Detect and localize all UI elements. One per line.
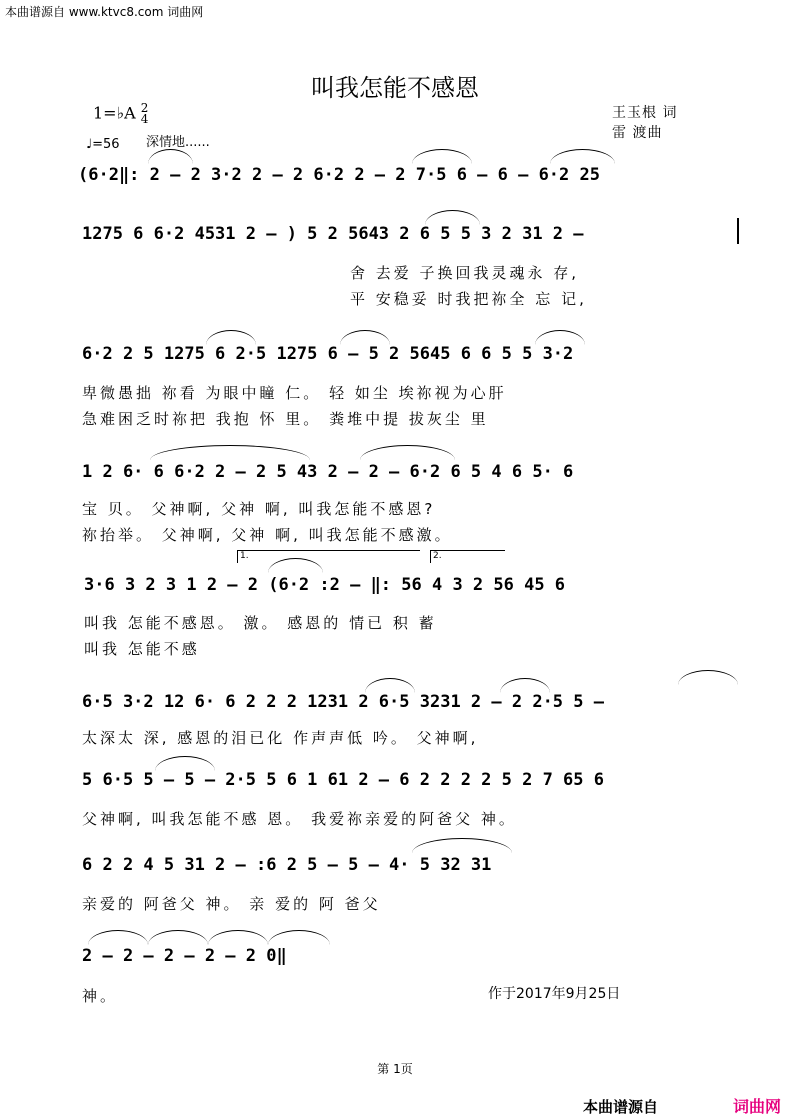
- time-signature: [141, 103, 149, 125]
- slur: [148, 930, 208, 945]
- expression-mark: 深情地......: [146, 135, 210, 150]
- lyric-row-2-verse-1: 舍 去爱 子换回我灵魂永 存,: [350, 264, 580, 282]
- lyric-row-4-verse-1: 宝 贝。 父神啊, 父神 啊, 叫我怎能不感恩?: [82, 500, 436, 518]
- slur: [208, 930, 268, 945]
- slur: [206, 330, 256, 345]
- site-logo: 词曲网: [733, 1097, 782, 1116]
- composition-date: 作于2017年9月25日: [488, 986, 621, 1002]
- volta-second-ending: 2.: [430, 550, 505, 563]
- composer-credit: 雷 渡曲: [612, 125, 663, 141]
- notation-row-7: 5 6·5 5 – 5 – 2·5 5 6 1 61 2 – 6 2 2 2 2 5 2 7 65 6: [82, 770, 604, 790]
- lyric-row-7: 父神啊, 叫我怎能不感 恩。 我爱祢亲爱的阿爸父 神。: [82, 810, 517, 828]
- lyric-row-9: 神。: [82, 987, 119, 1005]
- slur: [550, 149, 615, 164]
- page-number: 第 1页: [377, 1062, 413, 1076]
- bar-line: [737, 218, 739, 244]
- key-signature: [93, 103, 148, 125]
- notation-row-1: (6·2‖: 2 – 2 3·2 2 – 2 6·2 2 – 2 7·5 6 – 6 – 6·2 25: [78, 165, 600, 185]
- song-title: 叫我怎能不感恩: [311, 74, 479, 102]
- tempo-mark: ♩=56: [86, 137, 120, 152]
- slur: [148, 149, 193, 164]
- source-header: 本曲谱源自 www.ktvc8.com 词曲网: [5, 5, 204, 19]
- footer-source: 本曲谱源自: [583, 1098, 659, 1116]
- slur: [155, 756, 215, 771]
- lyric-row-6: 太深太 深, 感恩的泪已化 作声声低 吟。 父神啊,: [82, 729, 479, 747]
- lyric-row-3-verse-1: 卑微愚拙 祢看 为眼中瞳 仁。 轻 如尘 埃祢视为心肝: [82, 384, 507, 402]
- time-bottom: 4: [140, 112, 149, 126]
- slur: [360, 445, 455, 460]
- lyric-row-8: 亲爱的 阿爸父 神。 亲 爱的 阿 爸父: [82, 895, 381, 913]
- slur: [150, 445, 310, 460]
- notation-row-4: 1 2 6· 6 6·2 2 – 2 5 43 2 – 2 – 6·2 6 5 4 6 5· 6: [82, 462, 574, 482]
- notation-row-3: 6·2 2 5 1275 6 2·5 1275 6 – 5 2 5645 6 6 5 5 3·2: [82, 344, 574, 364]
- notation-row-8: 6 2 2 4 5 31 2 – :6 2 5 – 5 – 4· 5 32 31: [82, 855, 492, 875]
- slur: [412, 838, 512, 853]
- time-top: 2: [140, 101, 149, 115]
- slur: [365, 678, 415, 693]
- slur: [678, 670, 738, 685]
- volta-first-ending: 1.: [237, 550, 420, 563]
- notation-row-2: 1275 6 6·2 4531 2 – ) 5 2 5643 2 6 5 5 3 2 31 2 –: [82, 224, 584, 244]
- slur: [268, 930, 330, 945]
- slur: [500, 678, 550, 693]
- slur: [88, 930, 148, 945]
- lyric-row-4-verse-2: 祢抬举。 父神啊, 父神 啊, 叫我怎能不感激。: [82, 526, 453, 544]
- notation-row-9: 2 – 2 – 2 – 2 – 2 0‖: [82, 946, 287, 966]
- slur: [412, 149, 472, 164]
- key-label: 1=♭A: [93, 103, 136, 123]
- lyric-row-5-verse-2: 叫我 怎能不感: [84, 640, 200, 658]
- lyric-row-2-verse-2: 平 安稳妥 时我把祢全 忘 记,: [350, 290, 587, 308]
- notation-row-5: 3·6 3 2 3 1 2 – 2 (6·2 :2 – ‖: 56 4 3 2 56 45 6: [84, 575, 566, 595]
- slur: [340, 330, 390, 345]
- lyric-row-3-verse-2: 急难困乏时祢把 我抱 怀 里。 粪堆中提 拔灰尘 里: [82, 410, 489, 428]
- lyricist-credit: 王玉根 词: [612, 105, 678, 121]
- notation-row-6: 6·5 3·2 12 6· 6 2 2 2 1231 2 6·5 3231 2 – 2 2·5 5 –: [82, 692, 604, 712]
- slur: [535, 330, 585, 345]
- slur: [425, 210, 480, 225]
- lyric-row-5-verse-1: 叫我 怎能不感恩。 激。 感恩的 情已 积 蓄: [84, 614, 437, 632]
